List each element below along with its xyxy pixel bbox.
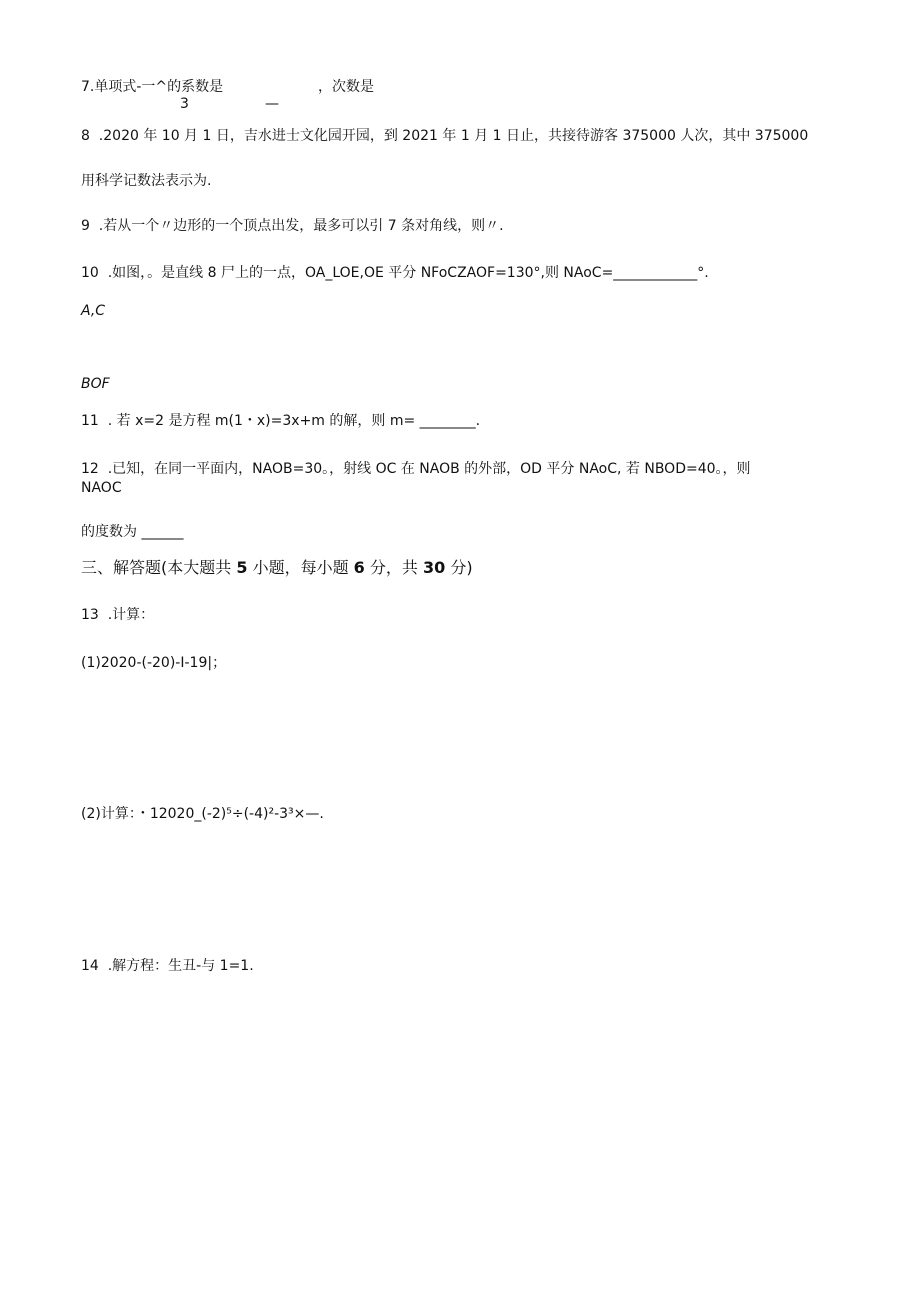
question-7 (81, 78, 223, 96)
question-11: 11 . 若 x=2 是方程 m(1・x)=3x+m 的解，则 m= ________. (81, 413, 481, 429)
question-13-part-1: (1)2020-(-20)-I-19|； (81, 655, 227, 671)
section-3-heading-mid-1: 小题，每小题 (247, 558, 354, 577)
section-3-total-points: 30 (423, 558, 446, 577)
question-9: 9 .若从一个〃边形的一个顶点出发，最多可以引 7 条对角线，则〃. (81, 218, 504, 234)
section-3-heading-mid-2: 分，共 (364, 558, 423, 577)
question-8-line-2: 用科学记数法表示为. (81, 173, 212, 189)
question-14: 14 .解方程：生丑-与 1=1. (81, 958, 254, 974)
question-13-title: 13 .计算： (81, 607, 155, 623)
question-10: 10 .如图，。是直线 8 尸上的一点，OA_LOE,OE 平分 NFoCZAOF=130°,则 NAoC=____________°. (81, 265, 709, 281)
section-3-heading (81, 558, 473, 578)
question-12-line-2: NAOC (81, 480, 122, 496)
section-3-heading-pre: 三、解答题(本大题共 (81, 558, 237, 577)
question-7-answer-line: — (265, 96, 279, 112)
section-3-heading-post: 分) (445, 558, 473, 577)
question-12-line-3: 的度数为 ______ (81, 524, 184, 540)
section-3-points-each: 6 (353, 558, 365, 577)
question-7-degree-label: ，次数是 (318, 79, 374, 95)
question-12-line-1: 12 .已知，在同一平面内，NAOB=30。，射线 OC 在 NAOB 的外部，OD 平分 NAoC, 若 NBOD=40。，则 (81, 461, 751, 477)
section-3-question-count: 5 (236, 558, 248, 577)
figure-label-bof: BOF (81, 376, 110, 392)
question-13-part-2: (2)计算：・12020_(-2)⁵÷(-4)²-3³×—. (81, 806, 324, 822)
question-8-line-1: 8 .2020 年 10 月 1 日，吉水进士文化园开园，到 2021 年 1 月 1 日止，共接待游客 375000 人次，其中 375000 (81, 128, 809, 144)
question-7-text: 7.单项式-一^的系数是 (81, 79, 224, 95)
question-7-denominator: 3 (180, 96, 189, 112)
figure-label-ac: A,C (81, 303, 106, 319)
